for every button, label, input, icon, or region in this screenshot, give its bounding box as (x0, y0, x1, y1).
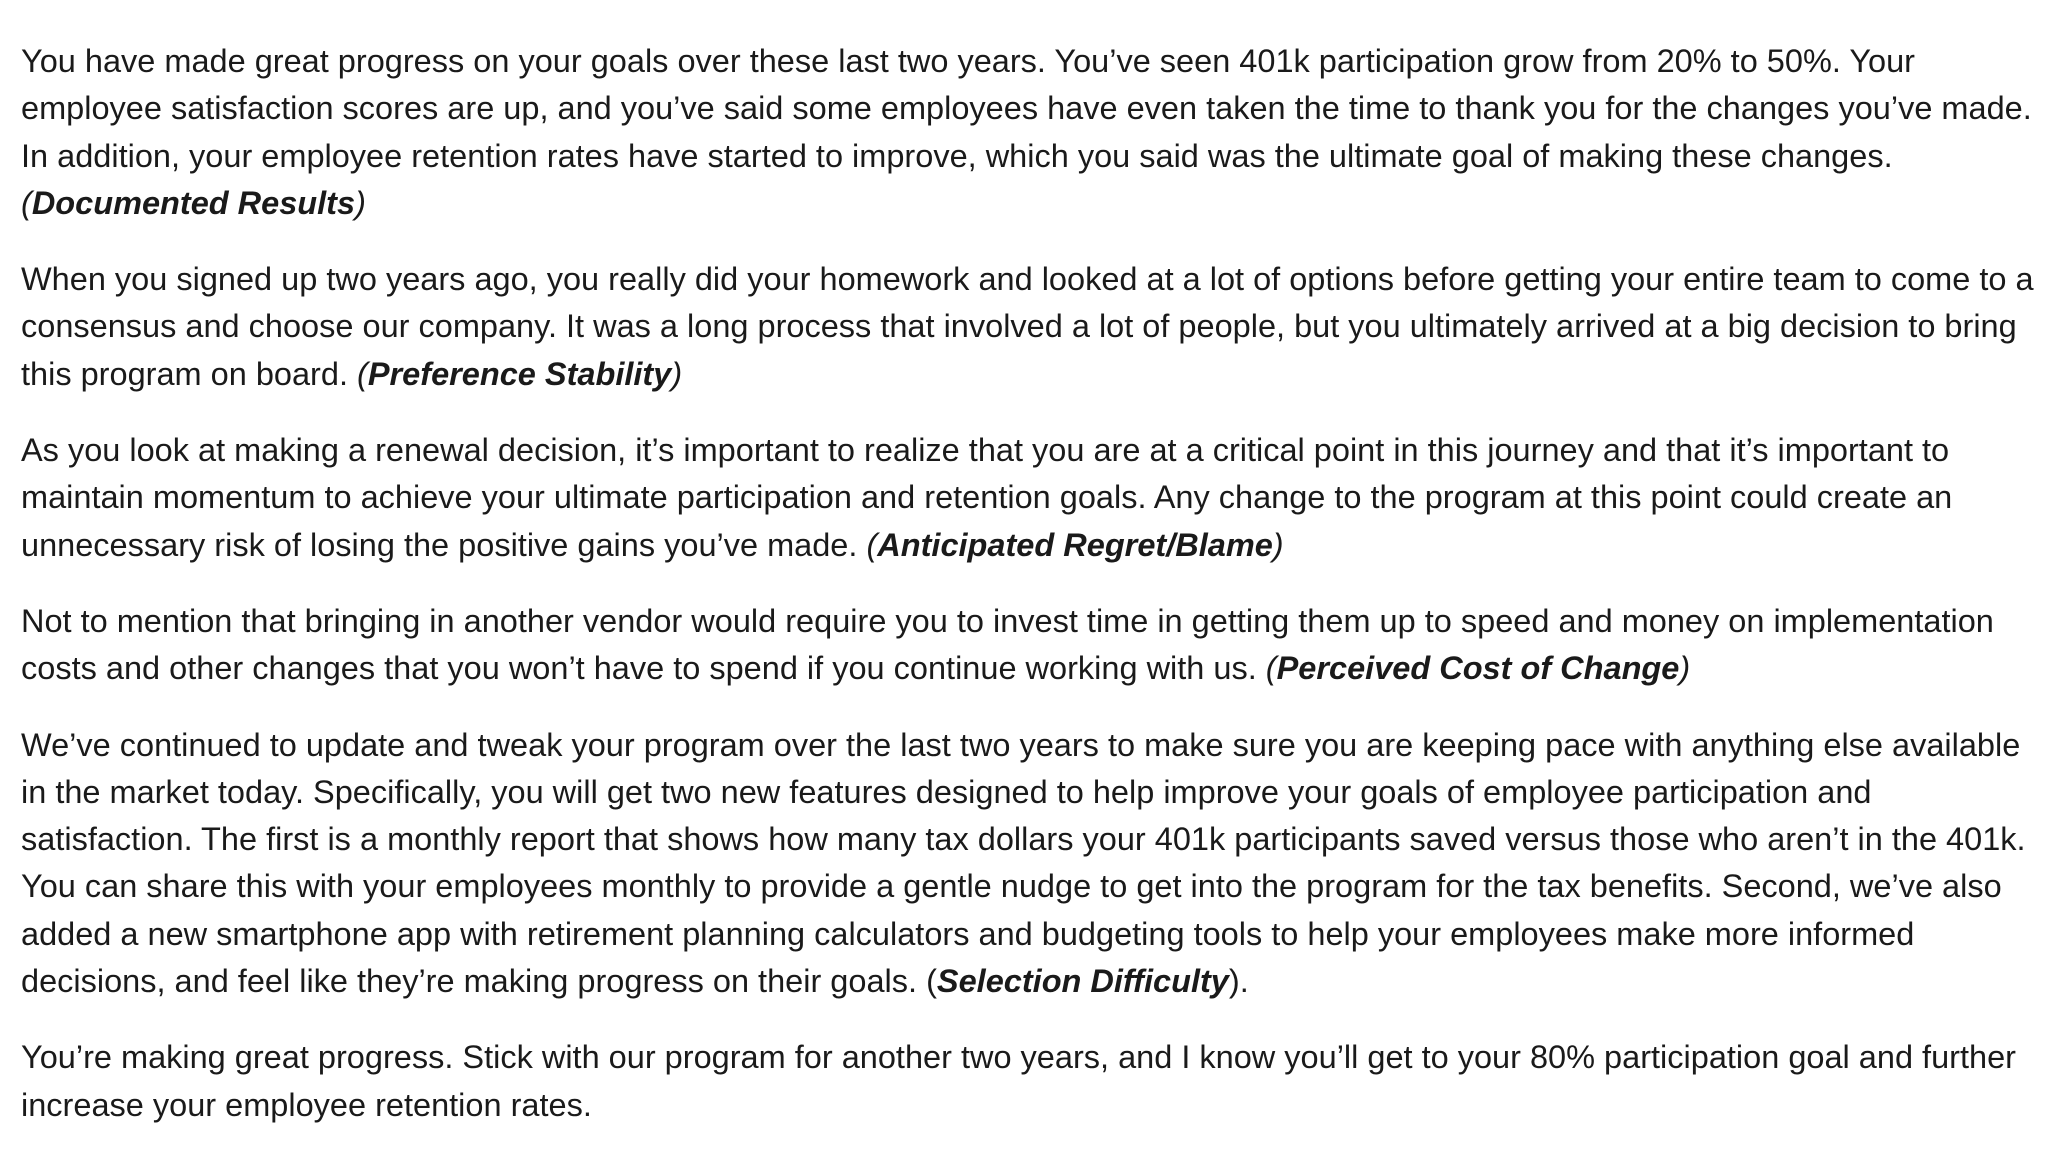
paragraph-closing (21, 1034, 2037, 1129)
paragraph-text: Not to mention that bringing in another vendor would require you to invest time in getting them up to speed and money on implementation costs and other changes that you won’t have to spend if you continue working with us. (21, 602, 1994, 687)
technique-label: (Anticipated Regret/Blame) (857, 526, 1284, 563)
technique-label: (Preference Stability) (347, 355, 683, 392)
technique-label: (Documented Results) (21, 184, 366, 221)
paragraph-anticipated-regret (21, 427, 2037, 569)
technique-label: (Perceived Cost of Change) (1256, 650, 1691, 687)
technique-label: (Selection Difficulty). (917, 963, 1249, 1000)
paragraph-text: You have made great progress on your goals over these last two years. You’ve seen 401k participation grow from 20% to 50%. Your employee satisfaction scores are up, and you’ve said some employees have even taken the time to thank you for the changes you’ve made. In addition, your employee retention rates have started to improve, which you said was the ultimate goal of making these changes. (21, 43, 2032, 174)
paragraph-documented-results (21, 38, 2037, 227)
document-body (21, 38, 2037, 1158)
paragraph-selection-difficulty (21, 722, 2037, 1006)
paragraph-text: You’re making great progress. Stick with our program for another two years, and I know you’ll get to your 80% participation goal and further increase your employee retention rates. (21, 1039, 2016, 1123)
paragraph-text: As you look at making a renewal decision, it’s important to realize that you are at a critical point in this journey and that it’s important to maintain momentum to achieve your ultimate participation and retention goals. Any change to the program at this point could create an unnecessary risk of losing the positive gains you’ve made. (21, 432, 1953, 563)
paragraph-text: We’ve continued to update and tweak your program over the last two years to make sure you are keeping pace with anything else available in the market today. Specifically, you will get two new features designed to help improve your goals of employee participation and satisfaction. The first is a monthly report that shows how many tax dollars your 401k participants saved versus those who aren’t in the 401k. You can share this with your employees monthly to provide a gentle nudge to get into the program for the tax benefits. Second, we’ve also added a new smartphone app with retirement planning calculators and budgeting tools to help your employees make more informed decisions, and feel like they’re making progress on their goals. (21, 726, 2026, 1000)
paragraph-preference-stability (21, 256, 2037, 398)
paragraph-perceived-cost (21, 598, 2037, 693)
paragraph-text: When you signed up two years ago, you really did your homework and looked at a lot of options before getting your entire team to come to a consensus and choose our company. It was a long process that involved a lot of people, but you ultimately arrived at a big decision to bring this program on board. (21, 261, 2034, 392)
